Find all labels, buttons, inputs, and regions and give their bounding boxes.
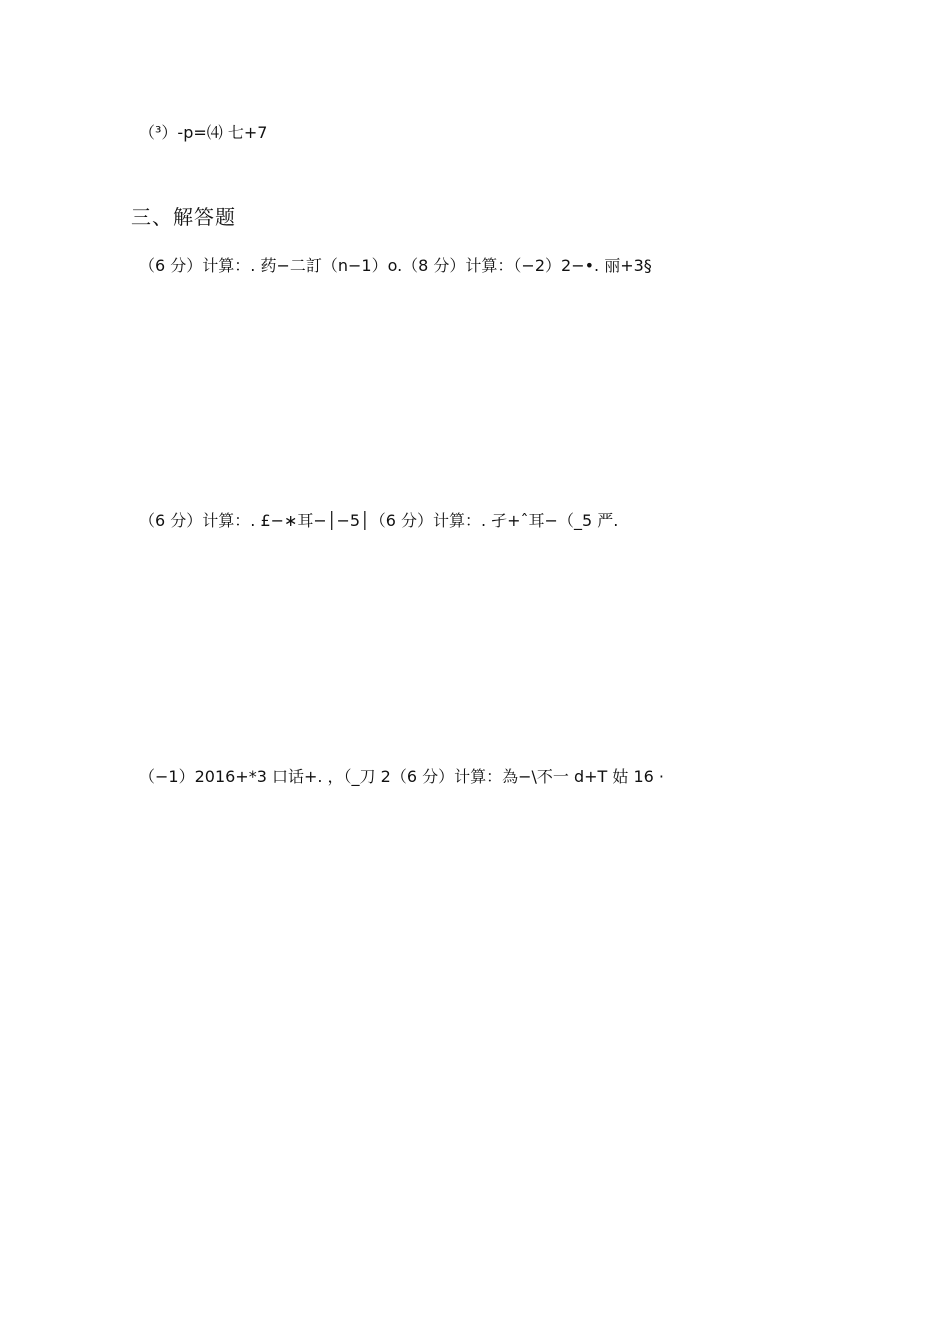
fill-blank-item-3-4: （³）-p=⑷ 七+7 (139, 123, 268, 142)
question-line-2: （6 分）计算：. £−∗耳−│−5│（6 分）计算：. 孑+ˆ耳−（_5 严. (139, 511, 619, 530)
question-line-1: （6 分）计算：. 药−二訂（n−1）o.（8 分）计算：（−2）2−•. 丽+3§ (139, 256, 652, 275)
question-line-3: （−1）2016+*3 口话+. ，（_刀 2（6 分）计算：為−\不一 d+T 姑 16 · (139, 767, 665, 786)
section-title: 三、解答题 (131, 205, 236, 229)
